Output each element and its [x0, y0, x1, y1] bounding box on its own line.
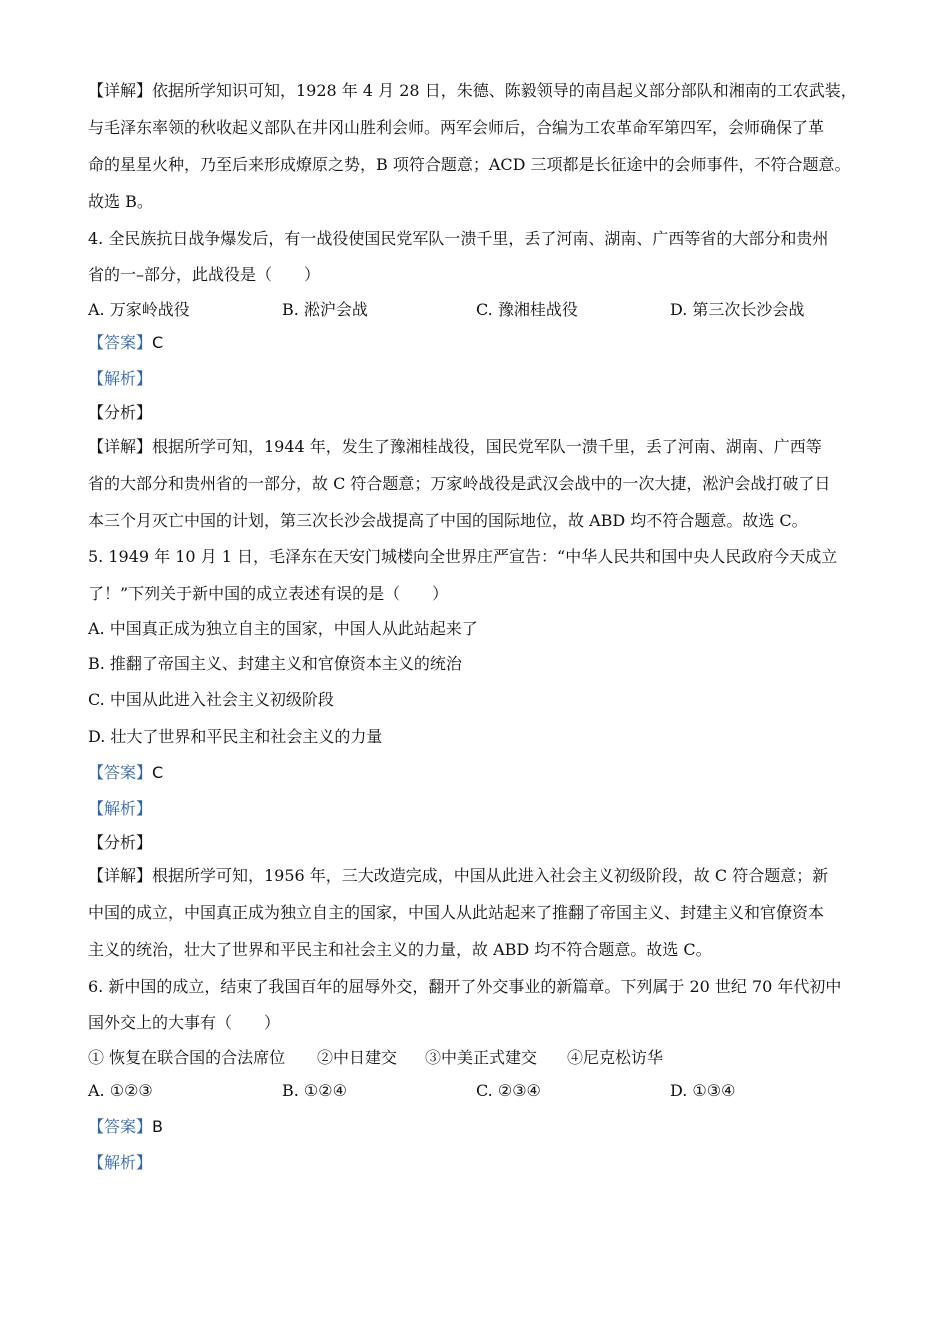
q6-stem-line-2: 国外交上的大事有（ ） — [88, 1013, 281, 1032]
q6-stem-line-1: 6. 新中国的成立，结束了我国百年的屈辱外交，翻开了外交事业的新篇章。下列属于 20 世纪 70 年代初中 — [88, 977, 842, 996]
q6-option-a: A. ①②③ — [88, 1081, 153, 1100]
q6-option-c: C. ②③④ — [476, 1081, 541, 1100]
q4-option-a: A. 万家岭战役 — [88, 300, 190, 319]
q6-item-2: ②中日建交 — [317, 1048, 398, 1067]
q5-analysis-label: 【解析】 — [88, 799, 153, 818]
q5-option-a: A. 中国真正成为独立自主的国家，中国人从此站起来了 — [88, 619, 478, 638]
q3-detail-line-4: 故选 B。 — [88, 192, 153, 211]
q5-detail-line-2: 中国的成立，中国真正成为独立自主的国家，中国人从此站起来了推翻了帝国主义、封建主义和官僚资本 — [88, 903, 825, 922]
q6-item-1: ① 恢复在联合国的合法席位 — [88, 1048, 286, 1067]
q4-option-c: C. 豫湘桂战役 — [476, 300, 578, 319]
q6-item-3: ③中美正式建交 — [425, 1048, 538, 1067]
q6-option-d: D. ①③④ — [670, 1081, 736, 1100]
q5-option-d: D. 壮大了世界和平民主和社会主义的力量 — [88, 727, 383, 746]
q4-option-d: D. 第三次长沙会战 — [670, 300, 805, 319]
q5-stem-line-2: 了！”下列关于新中国的成立表述有误的是（ ） — [88, 584, 449, 603]
q5-option-c: C. 中国从此进入社会主义初级阶段 — [88, 690, 334, 709]
answer-label: 【答案】 — [88, 1117, 153, 1136]
q6-answer — [88, 1117, 163, 1137]
q5-detail-line-1: 【详解】根据所学可知，1956 年，三大改造完成，中国从此进入社会主义初级阶段，故 C 符合题意；新 — [88, 866, 829, 885]
answer-value: C — [152, 333, 164, 352]
q3-detail-line-3: 命的星星火种，乃至后来形成燎原之势，B 项符合题意；ACD 三项都是长征途中的会师事件，不符合题意。 — [88, 155, 851, 174]
q4-fenxi-label: 【分析】 — [88, 403, 153, 422]
q5-answer — [88, 763, 163, 783]
q5-stem-line-1: 5. 1949 年 10 月 1 日，毛泽东在天安门城楼向全世界庄严宣告：“中华人民共和国中央人民政府今天成立 — [88, 547, 838, 566]
q3-detail-line-2: 与毛泽东率领的秋收起义部队在井冈山胜利会师。两军会师后，合编为工农革命军第四军，会师确保了革 — [88, 118, 825, 137]
q6-item-4: ④尼克松访华 — [567, 1048, 664, 1067]
q4-stem-line-1: 4. 全民族抗日战争爆发后，有一战役使国民党军队一溃千里，丢了河南、湖南、广西等省的大部分和贵州 — [88, 229, 829, 248]
q5-option-b: B. 推翻了帝国主义、封建主义和官僚资本主义的统治 — [88, 654, 462, 673]
q6-option-b: B. ①②④ — [282, 1081, 347, 1100]
q5-fenxi-label: 【分析】 — [88, 833, 153, 852]
q4-answer — [88, 333, 163, 353]
answer-value: C — [152, 763, 164, 782]
answer-value: B — [152, 1117, 163, 1136]
q3-detail-line-1: 【详解】依据所学知识可知，1928 年 4 月 28 日，朱德、陈毅领导的南昌起义部分部队和湘南的工农武装， — [88, 81, 857, 100]
q4-stem-line-2: 省的一–部分，此战役是（ ） — [88, 265, 321, 284]
q5-detail-line-3: 主义的统治，壮大了世界和平民主和社会主义的力量，故 ABD 均不符合题意。故选 C。 — [88, 940, 712, 959]
q4-detail-line-2: 省的大部分和贵州省的一部分，故 C 符合题意；万家岭战役是武汉会战中的一次大捷，淞沪会战打破了日 — [88, 474, 831, 493]
answer-label: 【答案】 — [88, 763, 153, 782]
answer-label: 【答案】 — [88, 333, 153, 352]
q4-detail-line-1: 【详解】根据所学可知，1944 年，发生了豫湘桂战役，国民党军队一溃千里，丢了河南、湖南、广西等 — [88, 437, 822, 456]
q4-detail-line-3: 本三个月灭亡中国的计划，第三次长沙会战提高了中国的国际地位，故 ABD 均不符合题意。故选 C。 — [88, 511, 808, 530]
q4-option-b: B. 淞沪会战 — [282, 300, 368, 319]
q6-analysis-label: 【解析】 — [88, 1153, 153, 1172]
q4-analysis-label: 【解析】 — [88, 369, 153, 388]
